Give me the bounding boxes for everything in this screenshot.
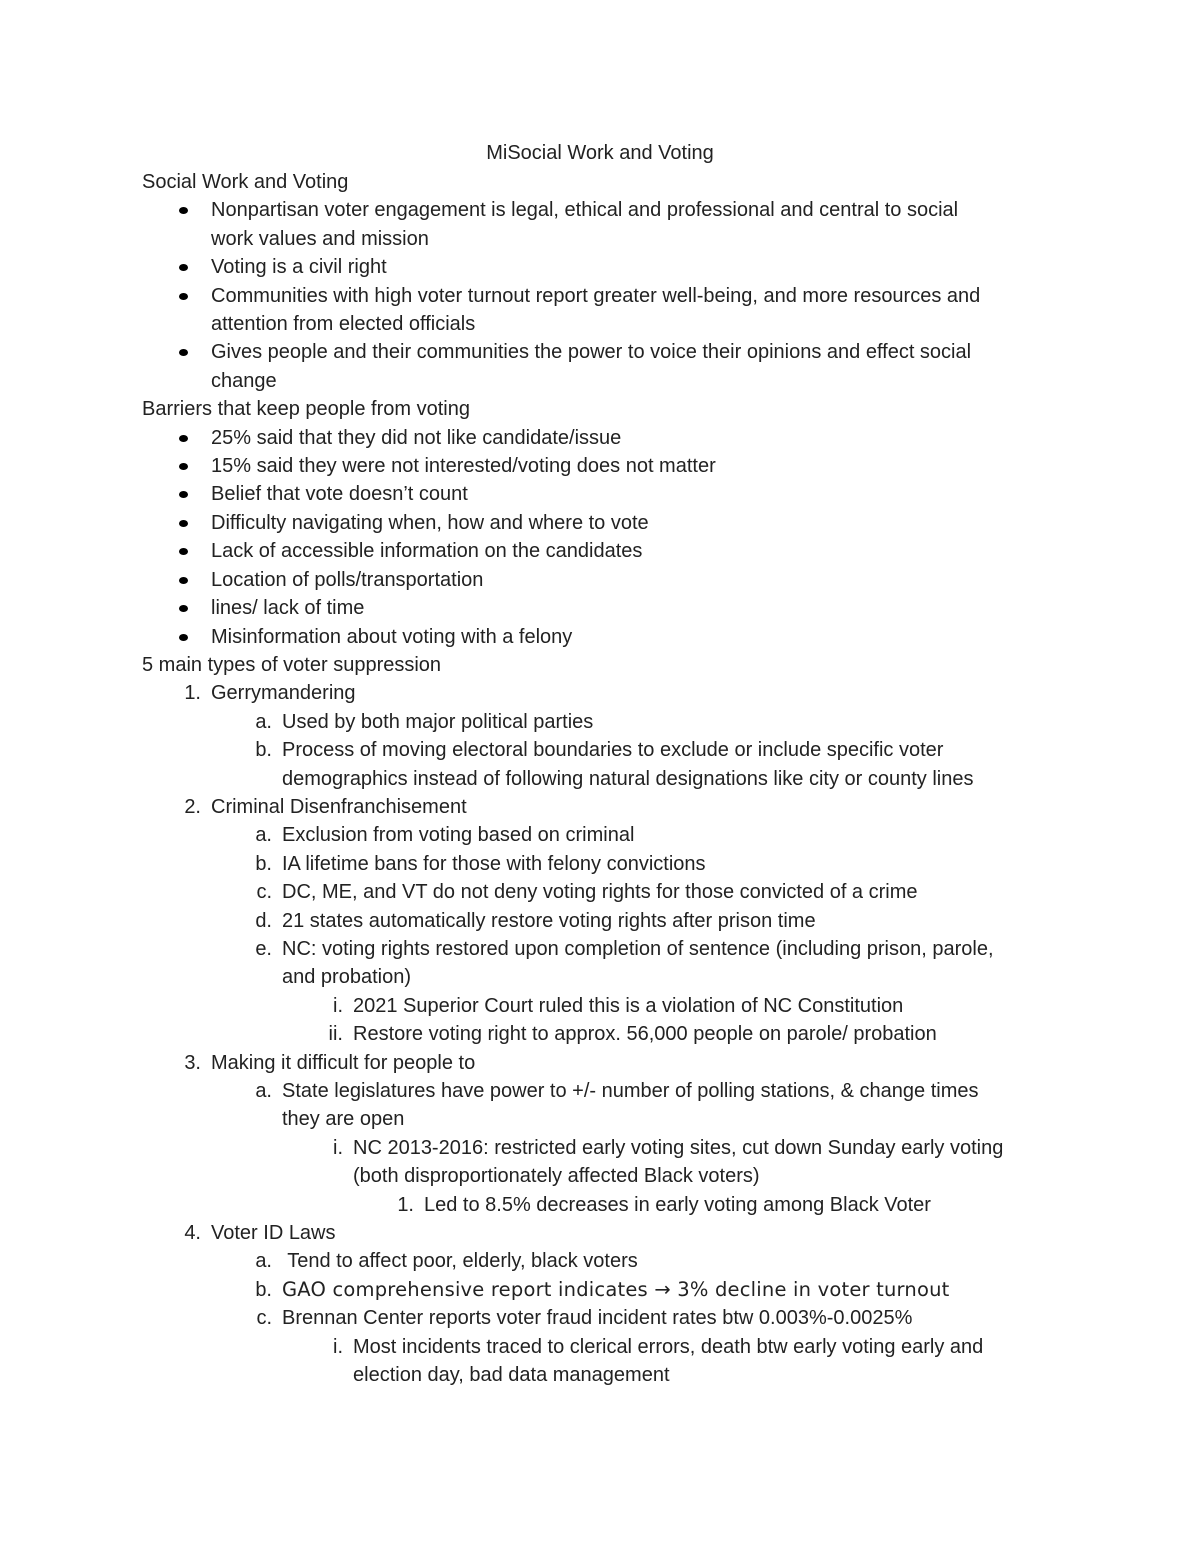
numbered-item: 1. Gerrymandering [142,679,1062,707]
bullet-item-continuation: attention from elected officials [211,313,476,336]
bullet-item: 25% said that they did not like candidate/issue [142,424,1062,452]
sub-sub-item: i. NC 2013-2016: restricted early voting sites, cut down Sunday early voting [142,1134,1062,1162]
document-title: MiSocial Work and Voting [486,142,714,164]
list-marker: 1. [184,682,201,705]
list-marker: b. [255,1278,272,1301]
list-marker: 4. [184,1222,201,1245]
sub-sub-item: ii. Restore voting right to approx. 56,000 people on parole/ probation [142,1020,1062,1048]
list-marker: 1. [397,1193,414,1216]
sub-sub-item-continuation: (both disproportionately affected Black voters) [353,1165,760,1188]
bullet-item: lines/ lack of time [142,594,1062,622]
bullet-icon [179,634,188,641]
numbered-item: 4. Voter ID Laws [142,1219,1062,1247]
bullet-icon [179,491,188,498]
numbered-item: 2. Criminal Disenfranchisement [142,793,1062,821]
list-marker: c. [256,1307,272,1330]
sub-item: a. State legislatures have power to +/- number of polling stations, & change times [142,1077,1062,1105]
sub-item: a. Used by both major political parties [142,708,1062,736]
list-marker: b. [255,739,272,762]
numbered-item: 3. Making it difficult for people to [142,1049,1062,1077]
bullet-item: Misinformation about voting with a felony [142,623,1062,651]
list-marker: a. [255,824,272,847]
bullet-item-continuation: work values and mission [211,227,429,250]
bullet-item: Communities with high voter turnout report greater well-being, and more resources and [142,282,1062,310]
list-marker: e. [255,937,272,960]
bullet-item: 15% said they were not interested/voting does not matter [142,452,1062,480]
list-marker: 2. [184,795,201,818]
sub-item: e. NC: voting rights restored upon completion of sentence (including prison, parole, [142,935,1062,963]
list-marker: 3. [184,1051,201,1074]
bullet-icon [179,605,188,612]
section-heading: Social Work and Voting [142,171,349,193]
list-marker: a. [255,1080,272,1102]
bullet-icon [179,520,188,527]
list-marker: a. [255,710,272,733]
bullet-icon [179,577,188,584]
bullet-item: Location of polls/transportation [142,566,1062,594]
bullet-icon [179,548,188,555]
sub-sub-sub-item: 1. Led to 8.5% decreases in early voting among Black Voter [142,1191,1062,1219]
bullet-icon [179,207,188,214]
bullet-item: Difficulty navigating when, how and where to vote [142,509,1062,537]
list-marker: i. [333,1136,343,1159]
list-marker: d. [255,909,272,932]
section-heading: Barriers that keep people from voting [142,398,470,421]
list-marker: b. [255,852,272,875]
sub-item: b. Process of moving electoral boundaries to exclude or include specific voter [142,736,1062,764]
list-marker: i. [333,994,343,1017]
list-marker: i. [333,1335,343,1358]
bullet-item: Gives people and their communities the power to voice their opinions and effect social [142,338,1062,366]
bullet-item: Lack of accessible information on the candidates [142,537,1062,565]
bullet-icon [179,349,188,356]
document-body [142,168,1062,1389]
bullet-icon [179,293,188,300]
sub-item: b. GAO comprehensive report indicates → 3% decline in voter turnout [142,1276,1062,1304]
sub-item: b. IA lifetime bans for those with felony convictions [142,850,1062,878]
sub-item: c. DC, ME, and VT do not deny voting rights for those convicted of a crime [142,878,1062,906]
sub-item-continuation: demographics instead of following natural designations like city or county lines [282,767,974,790]
sub-item: d. 21 states automatically restore voting rights after prison time [142,907,1062,935]
sub-sub-item: i. Most incidents traced to clerical errors, death btw early voting early and [142,1333,1062,1361]
sub-item: c. Brennan Center reports voter fraud incident rates btw 0.003%-0.0025% [142,1304,1062,1332]
list-marker: a. [255,1250,272,1273]
sub-item: a. Tend to affect poor, elderly, black voters [142,1247,1062,1275]
bullet-item: Voting is a civil right [142,253,1062,281]
bullet-item: Belief that vote doesn’t count [142,480,1062,508]
sub-item-continuation: they are open [282,1108,405,1131]
bullet-icon [179,463,188,470]
section-heading: 5 main types of voter suppression [142,653,442,676]
sub-sub-item: i. 2021 Superior Court ruled this is a violation of NC Constitution [142,992,1062,1020]
bullet-icon [179,264,188,271]
bullet-item-continuation: change [211,369,277,392]
sub-item: a. Exclusion from voting based on criminal [142,821,1062,849]
list-marker: ii. [328,1023,343,1046]
bullet-item: Nonpartisan voter engagement is legal, ethical and professional and central to social [142,196,1062,224]
sub-item-continuation: and probation) [282,966,411,989]
list-marker: c. [256,881,272,904]
sub-sub-item-continuation: election day, bad data management [353,1364,670,1387]
bullet-icon [179,435,188,442]
